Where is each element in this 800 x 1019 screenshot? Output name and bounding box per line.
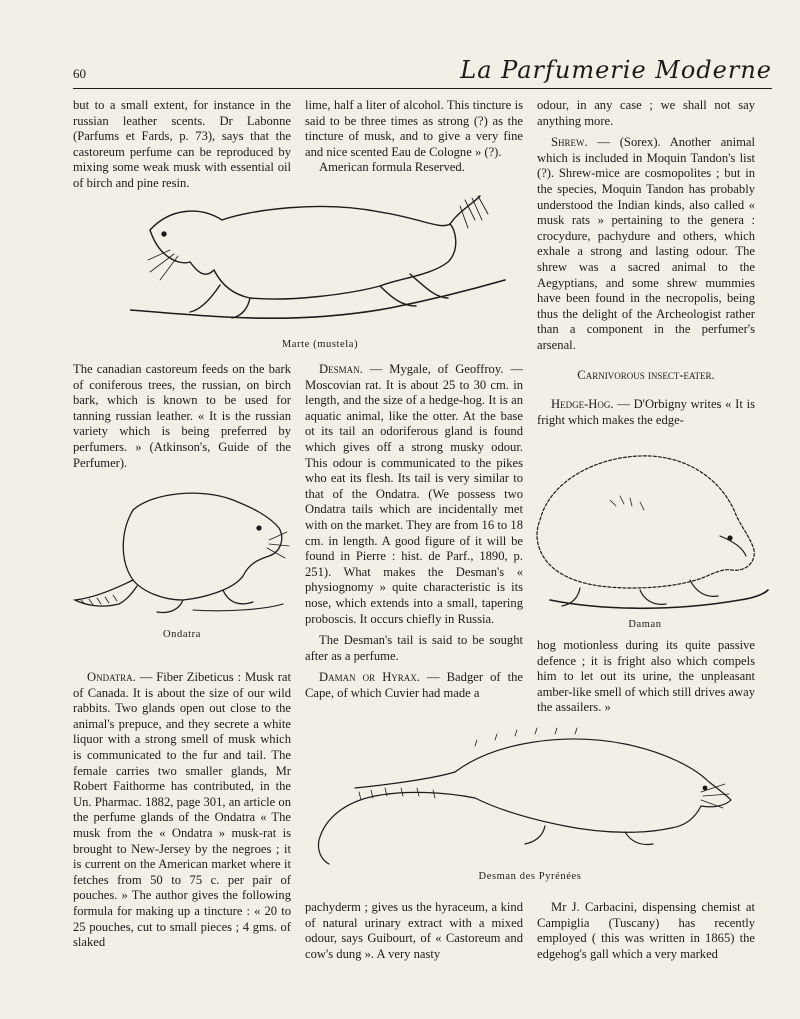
daman-illustration <box>520 440 770 615</box>
ondatra-illustration <box>73 480 291 625</box>
page-number: 60 <box>73 66 86 81</box>
paragraph-american-formula: American formula Reserved. <box>319 160 465 175</box>
lead-shrew: Shrew. <box>551 135 588 150</box>
lead-daman: Daman or Hyrax. <box>319 670 420 685</box>
paragraph-castoreum-russian: but to a small extent, for instance in the russian leather scents. Dr Labonne (Parfums et Fards, p. 73), says that the castoreum perfume can be reproduced by mixing some weak musk with essential oil of birch and pine resin. <box>73 98 291 190</box>
figure-ondatra <box>73 480 291 640</box>
column-2-top <box>305 98 523 176</box>
paragraph-carbacini: Mr J. Carbacini, dispensing chemist at Campiglia (Tuscany) has recently employed ( this was written in 1865) the edgehog's gall which a very marked <box>537 900 755 961</box>
text-ondatra: — Fiber Zibeticus : Musk rat of Canada. It is about the size of our wild rabbits. Two glands open out close to the animal's prepuce, and they secrete a white liquor with a strong smell of musk which is communicated to the fur and tail. The female carries two smaller glands, Mr Robert Faithorme has contributed, in the Un. Pharmac. 1882, page 301, an article on the perfume glands of the Ondatra « The musk from the « Ondatra » musk-rat is brought to New-Jersey by the negroes ; it is current on the American market where it fetches from 50 to 75 c. per pair of pouches. » The author gives the following formula for making up a tincture : « 20 to 25 pouches, cut to small pieces ; 4 gms. of slaked <box>73 670 291 950</box>
paragraph-odour: odour, in any case ; we shall not say anything more. <box>537 98 755 128</box>
lead-ondatra: Ondatra. <box>87 670 136 684</box>
figure-daman <box>520 440 770 630</box>
text-shrew: — (Sorex). Another animal which is included in Moquin Tandon's list (?). Shrew-mice are cosmopolites ; but in the species, Moquin Tandon has probably understood the Indian kinds, also called « musk rats » pertaining to the genera : crocydure, pachydure and others, which exhale a strong and lasting odour. The shrew was a sacred animal to the Aegyptians, and some shrew mummies have been found in the necropolis, being thus the delight of the Archeologist rather than a component in the perfumer's arsenal. <box>537 135 755 352</box>
desman-illustration <box>305 722 755 867</box>
column-1-top <box>73 98 291 192</box>
paragraph-canadian-castoreum: The canadian castoreum feeds on the bark of coniferous trees, the russian, on birch bark, which is known to be used for tanning russian leather. « It is the russian variety which is being preferred by perfumers. » (Atkinson's, Guide of the Perfumer). <box>73 362 291 470</box>
column-1-mid <box>73 362 291 471</box>
paragraph-tincture: lime, half a liter of alcohol. This tincture is said to be three times as strong (?) as the tincture of musk, and to give a very fine and nice scented Eau de Cologne » (?). <box>305 98 523 159</box>
column-2-bottom <box>305 900 523 962</box>
figure-caption-daman: Daman <box>628 619 662 630</box>
text-hedgehog: — D'Orbigny writes « It is fright which makes the edge- <box>537 397 755 427</box>
figure-caption-marte: Marte (mustela) <box>281 339 359 350</box>
paragraph-hedgehog-continued: hog motionless during its quite passive defence ; it is fright also which compels him to let out its urine, the unpleasant amber-like smell of which still drives away the assailers. » <box>537 638 755 715</box>
figure-caption-desman: Desman des Pyrénées <box>478 871 582 882</box>
column-3-bottom <box>537 900 755 962</box>
text-daman: — Badger of the Cape, of which Cuvier had made a <box>305 670 524 700</box>
column-2-mid <box>305 362 523 701</box>
paragraph-ondatra <box>73 670 291 951</box>
section-heading-carnivorous: Carnivorous insect-eater. <box>577 367 715 382</box>
paragraph-hedgehog <box>537 397 755 428</box>
paragraph-desman <box>305 362 523 627</box>
column-1-bottom <box>73 670 291 951</box>
lead-hedgehog: Hedge-Hog. <box>551 397 614 412</box>
paragraph-daman <box>305 670 523 701</box>
paragraph-shrew <box>537 135 755 353</box>
marte-illustration <box>130 190 510 330</box>
figure-caption-ondatra: Ondatra <box>162 629 202 640</box>
figure-desman <box>305 722 755 882</box>
paragraph-hyraceum: pachyderm ; gives us the hyraceum, a kind of natural urinary extract with a mixed odour, says Guibourt, of « Castoreum and cow's dung ». A very nasty <box>305 900 523 961</box>
figure-marte <box>130 190 510 350</box>
lead-desman: Desman. <box>319 362 363 376</box>
running-head-title: La Parfumerie Moderne <box>460 56 772 84</box>
paragraph-desman-tail: The Desman's tail is said to be sought after as a perfume. <box>305 633 523 663</box>
column-3-mid <box>537 638 755 716</box>
text-desman: — Mygale, of Geoffroy. — Moscovian rat. It is about 25 to 30 cm. in length, and the size of a hedge-hog. It is an aquatic animal, like the otter. At the base ot its tail an odoriferous gland is found which gives off a strong musky odour. This odour is communicated to the pikes who eat its flesh. Its tail is very similar to that of the Ondatra. (We possess two Ondatra tails which are incidentally met with on the market. They are from 16 to 18 cm. in length. A good figure of it will be found in Pierre : hist. de Parf., 1890, p. 251). What makes the Desman's « physiognomy » quite characteristic is its nose, which extends into a small, tapering proboscis. It occurs chiefly in Russia. <box>305 362 523 626</box>
column-3-top <box>537 98 755 428</box>
header-rule <box>73 88 772 89</box>
